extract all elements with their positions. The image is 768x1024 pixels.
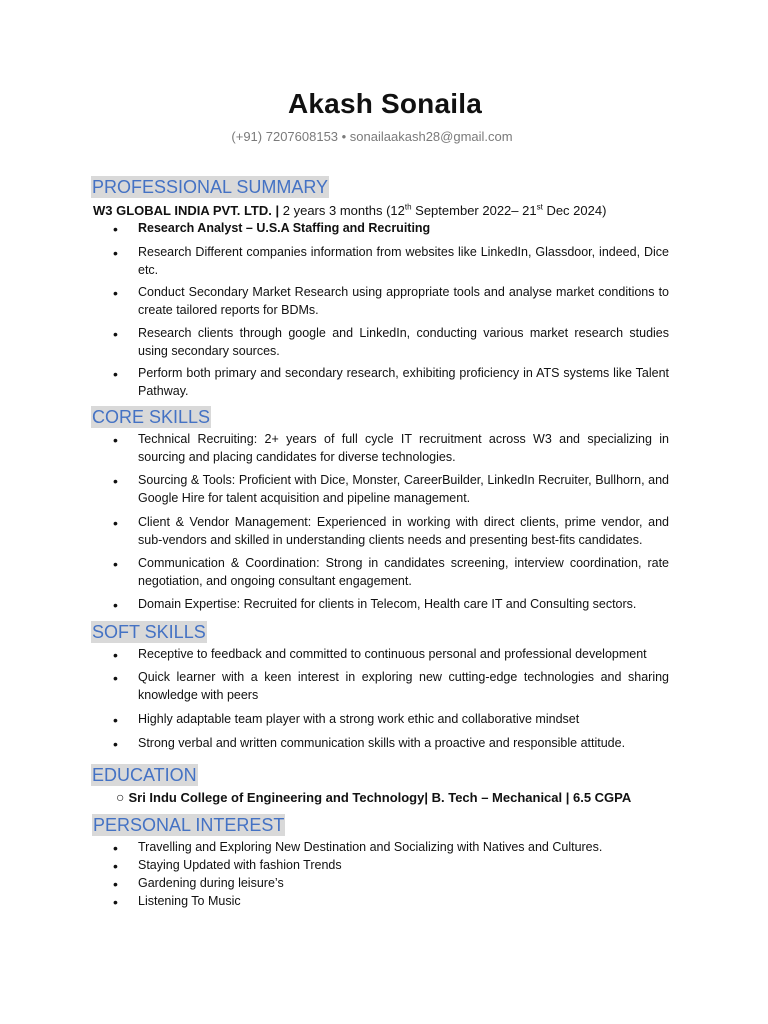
bullet-marker: •	[113, 245, 118, 261]
core-skill-bullet: Technical Recruiting: 2+ years of full cycle IT recruitment across W3 and specializing in sourcing and placing candidates for diverse technologies.	[138, 432, 669, 464]
core-skill-bullet: Communication & Coordination: Strong in candidates screening, interview coordination, rate negotiation, and ongoing consultant engagement.	[138, 556, 669, 588]
interest-item: Listening To Music	[138, 894, 241, 908]
section-heading-core-skills: CORE SKILLS	[92, 407, 211, 427]
education-entry	[116, 789, 631, 805]
employment-duration: 2 years 3 months (12th September 2022– 21st Dec 2024)	[282, 202, 607, 218]
soft-skill-bullet: Receptive to feedback and committed to continuous personal and professional development	[138, 647, 647, 661]
company-name: W3 GLOBAL INDIA PVT. LTD. |	[93, 203, 280, 218]
bullet-marker: •	[113, 858, 118, 874]
circle-bullet-icon: ○	[116, 789, 125, 805]
interest-item: Travelling and Exploring New Destination and Socializing with Natives and Cultures.	[138, 840, 603, 854]
section-heading-education: EDUCATION	[92, 765, 197, 785]
candidate-name: Akash Sonaila	[287, 88, 482, 119]
bullet-marker: •	[113, 736, 118, 752]
job-title: Research Analyst – U.S.A Staffing and Recruiting	[138, 221, 431, 235]
bullet-marker: •	[113, 712, 118, 728]
bullet-marker: •	[113, 221, 118, 237]
summary-bullet: Conduct Secondary Market Research using appropriate tools and analyse market conditions to create tailored reports for BDMs.	[138, 285, 669, 317]
bullet-marker: •	[113, 366, 118, 382]
summary-bullet: Research Different companies information from websites like LinkedIn, Glassdoor, indeed, Dice etc.	[138, 245, 669, 277]
section-heading-professional-summary: PROFESSIONAL SUMMARY	[92, 177, 329, 197]
interest-item: Staying Updated with fashion Trends	[138, 858, 342, 872]
bullet-marker: •	[113, 894, 118, 910]
bullet-marker: •	[113, 285, 118, 301]
bullet-marker: •	[113, 556, 118, 572]
interest-item: Gardening during leisure’s	[138, 876, 284, 890]
bullet-marker: •	[113, 326, 118, 342]
bullet-marker: •	[113, 670, 118, 686]
core-skill-bullet: Domain Expertise: Recruited for clients in Telecom, Health care IT and Consulting sectors.	[138, 597, 637, 611]
summary-bullet: Perform both primary and secondary research, exhibiting proficiency in ATS systems like Talent Pathway.	[138, 366, 669, 398]
contact-line: (+91) 7207608153 • sonailaakash28@gmail.com	[231, 129, 513, 144]
bullet-marker: •	[113, 840, 118, 856]
bullet-marker: •	[113, 647, 118, 663]
summary-bullet: Research clients through google and LinkedIn, conducting various market research studies using secondary sources.	[138, 326, 669, 358]
soft-skill-bullet: Quick learner with a keen interest in exploring new cutting-edge technologies and sharing knowledge with peers	[138, 670, 669, 702]
section-heading-soft-skills: SOFT SKILLS	[92, 622, 206, 642]
bullet-marker: •	[113, 876, 118, 892]
bullet-marker: •	[113, 473, 118, 489]
education-text: Sri Indu College of Engineering and Technology| B. Tech – Mechanical | 6.5 CGPA	[128, 790, 632, 805]
bullet-marker: •	[113, 597, 118, 613]
bullet-marker: •	[113, 515, 118, 531]
soft-skill-bullet: Strong verbal and written communication skills with a proactive and responsible attitude.	[138, 736, 626, 750]
employment-line	[93, 203, 606, 218]
bullet-marker: •	[113, 432, 118, 448]
core-skill-bullet: Client & Vendor Management: Experienced in working with direct clients, prime vendor, and sub-vendors and skilled in understanding clients needs and presenting best-fits candidates.	[138, 515, 669, 547]
core-skill-bullet: Sourcing & Tools: Proficient with Dice, Monster, CareerBuilder, LinkedIn Recruiter, Bullhorn, and Google Hire for talent acquisition and pipeline management.	[138, 473, 669, 505]
section-heading-personal-interest: PERSONAL INTEREST	[93, 815, 285, 835]
soft-skill-bullet: Highly adaptable team player with a strong work ethic and collaborative mindset	[138, 712, 580, 726]
